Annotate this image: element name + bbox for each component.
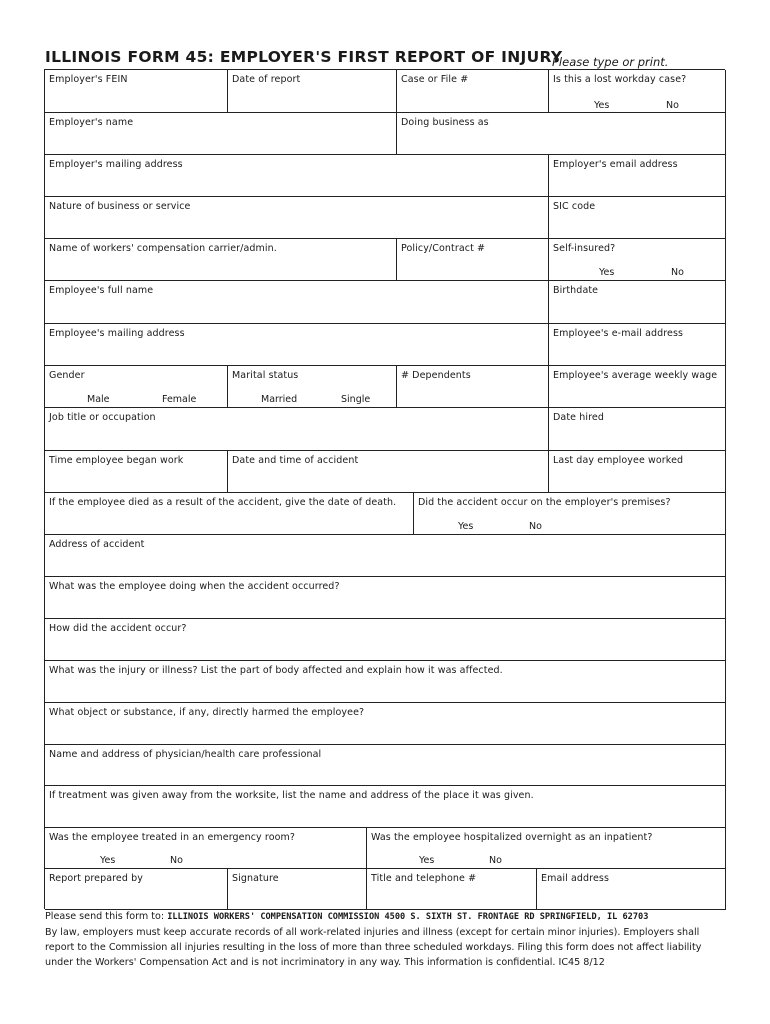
option-no[interactable]: No xyxy=(671,267,684,278)
field-label: How did the accident occur? xyxy=(49,623,187,634)
field-job-title[interactable] xyxy=(45,408,549,451)
field-label: Email address xyxy=(541,873,609,884)
field-how-occurred[interactable] xyxy=(45,619,726,661)
field-label: SIC code xyxy=(553,201,596,212)
option-yes[interactable]: Yes xyxy=(458,521,474,532)
field-label: Employer's FEIN xyxy=(49,74,128,85)
field-label: Date and time of accident xyxy=(232,455,359,466)
field-nature-of-business[interactable] xyxy=(45,197,549,239)
field-label: Report prepared by xyxy=(49,873,143,884)
field-date-hired[interactable] xyxy=(549,408,726,451)
field-label: Employer's name xyxy=(49,117,134,128)
field-birthdate[interactable] xyxy=(549,281,726,324)
field-employer-fein[interactable] xyxy=(45,70,228,113)
field-label: Title and telephone # xyxy=(371,873,477,884)
field-label: Name of workers' compensation carrier/admin. xyxy=(49,243,277,254)
field-label: Address of accident xyxy=(49,539,145,550)
field-object-substance[interactable] xyxy=(45,703,726,745)
option-married[interactable]: Married xyxy=(261,394,298,405)
field-label: Gender xyxy=(49,370,85,381)
field-label: Is this a lost workday case? xyxy=(553,74,687,85)
field-label: Policy/Contract # xyxy=(401,243,486,254)
field-employee-mailing-address[interactable] xyxy=(45,324,549,366)
field-label: Was the employee hospitalized overnight as an inpatient? xyxy=(371,832,653,843)
send-to-line xyxy=(45,909,735,925)
field-report-prepared-by[interactable] xyxy=(45,869,228,910)
field-label: Employee's mailing address xyxy=(49,328,185,339)
field-emergency-room xyxy=(45,828,367,869)
commission-address: ILLINOIS WORKERS' COMPENSATION COMMISSION 4500 S. SIXTH ST. FRONTAGE RD SPRINGFIELD, IL 62703 xyxy=(167,912,649,922)
legal-notice-line: under the Workers' Compensation Act and is not incriminatory in any way. This information is confidential. IC45 8/12 xyxy=(45,957,605,968)
field-injury-illness[interactable] xyxy=(45,661,726,703)
field-label: Marital status xyxy=(232,370,299,381)
option-female[interactable]: Female xyxy=(162,394,197,405)
send-to-prefix: Please send this form to: xyxy=(45,911,165,922)
option-no[interactable]: No xyxy=(529,521,542,532)
legal-notice-line: report to the Commission all injuries resulting in the loss of more than three scheduled workdays. Filing this form does not affect liability xyxy=(45,942,702,953)
option-yes[interactable]: Yes xyxy=(419,855,435,866)
option-single[interactable]: Single xyxy=(341,394,371,405)
field-label: What object or substance, if any, directly harmed the employee? xyxy=(49,707,365,718)
field-policy-contract[interactable] xyxy=(397,239,549,281)
field-physician[interactable] xyxy=(45,745,726,786)
field-sic-code[interactable] xyxy=(549,197,726,239)
field-employee-email[interactable] xyxy=(549,324,726,366)
field-label: Last day employee worked xyxy=(553,455,684,466)
field-label: Case or File # xyxy=(401,74,469,85)
field-label: Name and address of physician/health care professional xyxy=(49,749,322,760)
field-label: Employee's e-mail address xyxy=(553,328,684,339)
field-case-or-file[interactable] xyxy=(397,70,549,113)
option-yes[interactable]: Yes xyxy=(100,855,116,866)
instruction-note: Please type or print. xyxy=(552,55,669,69)
field-label: Date hired xyxy=(553,412,604,423)
field-treatment-away[interactable] xyxy=(45,786,726,828)
field-dependents[interactable] xyxy=(397,366,549,408)
field-employer-name[interactable] xyxy=(45,113,397,155)
field-label: Employer's mailing address xyxy=(49,159,183,170)
field-label: Employee's full name xyxy=(49,285,154,296)
field-label: If the employee died as a result of the accident, give the date of death. xyxy=(49,497,397,508)
field-label: Time employee began work xyxy=(49,455,184,466)
field-email-address[interactable] xyxy=(537,869,726,910)
field-date-time-accident[interactable] xyxy=(228,451,549,493)
field-employee-activity[interactable] xyxy=(45,577,726,619)
field-label: Was the employee treated in an emergency room? xyxy=(49,832,296,843)
field-label: # Dependents xyxy=(401,370,471,381)
field-carrier-admin[interactable] xyxy=(45,239,397,281)
field-label: If treatment was given away from the worksite, list the name and address of the place it was given. xyxy=(49,790,534,801)
field-employer-mailing-address[interactable] xyxy=(45,155,549,197)
field-gender xyxy=(45,366,228,408)
field-hospitalized xyxy=(367,828,726,869)
option-no[interactable]: No xyxy=(489,855,502,866)
form-title: ILLINOIS FORM 45: EMPLOYER'S FIRST REPORT OF INJURY xyxy=(45,48,563,66)
field-label: Job title or occupation xyxy=(49,412,156,423)
field-label: Did the accident occur on the employer's premises? xyxy=(418,497,671,508)
field-label: Employee's average weekly wage xyxy=(553,370,718,381)
field-label: What was the injury or illness? List the part of body affected and explain how it was affected. xyxy=(49,665,503,676)
field-self-insured xyxy=(549,239,726,281)
field-signature[interactable] xyxy=(228,869,367,910)
field-label: Signature xyxy=(232,873,279,884)
option-yes[interactable]: Yes xyxy=(594,100,610,111)
field-title-telephone[interactable] xyxy=(367,869,537,910)
field-label: Nature of business or service xyxy=(49,201,191,212)
option-no[interactable]: No xyxy=(170,855,183,866)
field-label: Employer's email address xyxy=(553,159,678,170)
field-time-began-work[interactable] xyxy=(45,451,228,493)
field-label: Date of report xyxy=(232,74,301,85)
field-on-premises xyxy=(414,493,726,535)
field-employee-full-name[interactable] xyxy=(45,281,549,324)
field-label: What was the employee doing when the accident occurred? xyxy=(49,581,340,592)
option-no[interactable]: No xyxy=(666,100,679,111)
field-label: Doing business as xyxy=(401,117,489,128)
field-doing-business-as[interactable] xyxy=(397,113,726,155)
option-yes[interactable]: Yes xyxy=(599,267,615,278)
field-employer-email[interactable] xyxy=(549,155,726,197)
field-label: Birthdate xyxy=(553,285,599,296)
option-male[interactable]: Male xyxy=(87,394,110,405)
form-footer xyxy=(45,909,735,970)
field-date-of-death[interactable] xyxy=(45,493,414,535)
field-accident-address[interactable] xyxy=(45,535,726,577)
form-grid xyxy=(44,69,725,909)
field-last-day-worked[interactable] xyxy=(549,451,726,493)
field-date-of-report[interactable] xyxy=(228,70,397,113)
field-average-weekly-wage[interactable] xyxy=(549,366,726,408)
field-marital-status xyxy=(228,366,397,408)
field-lost-workday-case xyxy=(549,70,726,113)
field-label: Self-insured? xyxy=(553,243,616,254)
legal-notice-line: By law, employers must keep accurate records of all work-related injuries and illness (except for certain minor injuries). Employers shall xyxy=(45,927,700,938)
